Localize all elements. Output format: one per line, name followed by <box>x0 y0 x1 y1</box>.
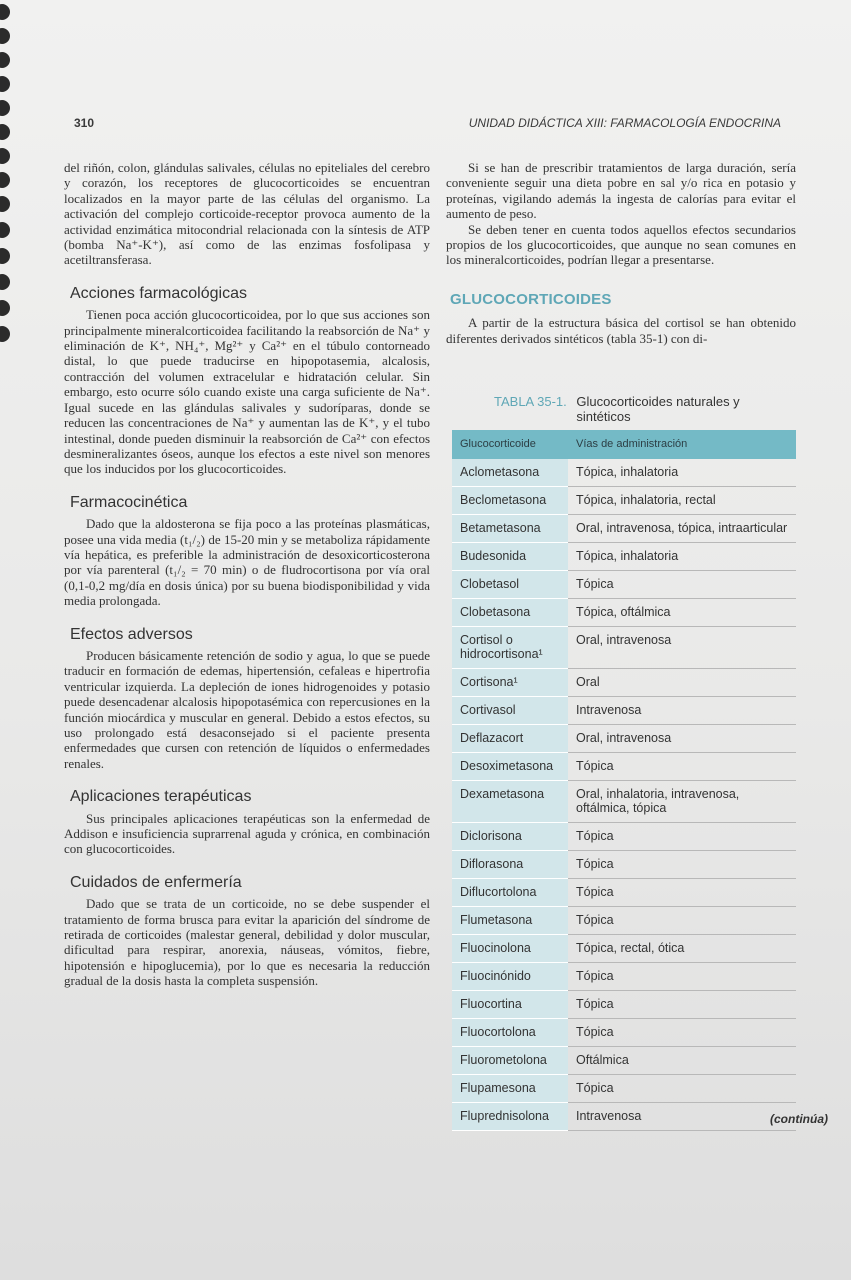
table-row <box>452 851 796 879</box>
table-row <box>452 459 796 487</box>
table-row <box>452 571 796 599</box>
table-row <box>452 907 796 935</box>
cell-glucocorticoide: Clobetasol <box>452 571 568 599</box>
table-row <box>452 725 796 753</box>
cell-vias: Tópica <box>568 1075 796 1103</box>
cell-vias: Oral, intravenosa, tópica, intraarticular <box>568 515 796 543</box>
table-row <box>452 935 796 963</box>
cell-glucocorticoide: Clobetasona <box>452 599 568 627</box>
cell-glucocorticoide: Diflucortolona <box>452 879 568 907</box>
paragraph-efectos: Producen básicamente retención de sodio y agua, lo que se puede traducir en formación de edemas, hipertensión, cefaleas e hipertrofia ventricular izquierda. La depleción de iones hidrogenoides y potasio puede desencadenar alcalosis hipopotasémica con repercusiones en la función miocárdica y muscular en general. Debido a estos efectos, su uso prolongado está desaconsejado si el paciente presenta enfermedades que cursen con retención de líquidos o enfermedades renales. <box>64 647 430 771</box>
table-row <box>452 781 796 823</box>
cell-vias: Tópica <box>568 991 796 1019</box>
table-row <box>452 627 796 669</box>
glucocorticoid-table <box>452 430 796 1131</box>
paragraph-efectos-secundarios: Se deben tener en cuenta todos aquellos efectos secundarios propios de los glucocorticoides, que aunque no sean comunes en los mineralcorticoides, podrían llegar a presentarse. <box>446 221 796 268</box>
table-row <box>452 963 796 991</box>
cell-glucocorticoide: Fluocortolona <box>452 1019 568 1047</box>
table-row <box>452 823 796 851</box>
paragraph-aplicaciones: Sus principales aplicaciones terapéuticas son la enfermedad de Addison e insuficiencia suprarrenal aguda y crónica, en combinación con glucocorticoides. <box>64 810 430 857</box>
cell-vias: Tópica, rectal, ótica <box>568 935 796 963</box>
table-row <box>452 515 796 543</box>
cell-glucocorticoide: Flumetasona <box>452 907 568 935</box>
heading-aplicaciones: Aplicaciones terapéuticas <box>70 788 252 806</box>
cell-glucocorticoide: Betametasona <box>452 515 568 543</box>
table-row <box>452 697 796 725</box>
cell-vias: Oral <box>568 669 796 697</box>
cell-vias: Intravenosa <box>568 1103 796 1131</box>
table-caption <box>494 394 794 424</box>
cell-vias: Tópica <box>568 1019 796 1047</box>
table-header-row <box>452 430 796 459</box>
cell-glucocorticoide: Diflorasona <box>452 851 568 879</box>
heading-cuidados: Cuidados de enfermería <box>70 873 242 891</box>
cell-vias: Oftálmica <box>568 1047 796 1075</box>
cell-glucocorticoide: Flupamesona <box>452 1075 568 1103</box>
cell-glucocorticoide: Diclorisona <box>452 823 568 851</box>
table-row <box>452 669 796 697</box>
cell-glucocorticoide: Budesonida <box>452 543 568 571</box>
table-row <box>452 991 796 1019</box>
cell-glucocorticoide: Beclometasona <box>452 487 568 515</box>
cell-vias: Tópica <box>568 753 796 781</box>
cell-glucocorticoide: Fluocortina <box>452 991 568 1019</box>
header-vias: Vías de administración <box>568 430 796 459</box>
unit-title: UNIDAD DIDÁCTICA XIII: FARMACOLOGÍA ENDOCRINA <box>468 116 781 130</box>
table-row <box>452 879 796 907</box>
cell-vias: Tópica, oftálmica <box>568 599 796 627</box>
table-row <box>452 753 796 781</box>
heading-efectos: Efectos adversos <box>70 625 193 643</box>
continued-note: (continúa) <box>770 1112 828 1126</box>
cell-vias: Tópica <box>568 907 796 935</box>
table-title: Glucocorticoides naturales y sintéticos <box>576 394 740 424</box>
cell-glucocorticoide: Dexametasona <box>452 781 568 823</box>
table-row <box>452 1019 796 1047</box>
cell-vias: Tópica <box>568 851 796 879</box>
spiral-binding <box>0 0 14 1280</box>
right-column <box>446 160 796 346</box>
cell-vias: Intravenosa <box>568 697 796 725</box>
page-header <box>74 114 781 134</box>
left-column <box>64 160 430 989</box>
cell-glucocorticoide: Aclometasona <box>452 459 568 487</box>
cell-vias: Tópica <box>568 571 796 599</box>
cell-glucocorticoide: Cortisona¹ <box>452 669 568 697</box>
cell-vias: Oral, inhalatoria, intravenosa, oftálmica, tópica <box>568 781 796 823</box>
table-row <box>452 543 796 571</box>
cell-glucocorticoide: Desoximetasona <box>452 753 568 781</box>
cell-glucocorticoide: Cortisol o hidrocortisona¹ <box>452 627 568 669</box>
cell-glucocorticoide: Fluocinolona <box>452 935 568 963</box>
table-row <box>452 1075 796 1103</box>
cell-glucocorticoide: Cortivasol <box>452 697 568 725</box>
cell-vias: Tópica, inhalatoria, rectal <box>568 487 796 515</box>
cell-vias: Tópica <box>568 879 796 907</box>
table-row <box>452 1047 796 1075</box>
table-row <box>452 599 796 627</box>
table-row <box>452 1103 796 1131</box>
cell-vias: Tópica <box>568 963 796 991</box>
cell-vias: Oral, intravenosa <box>568 725 796 753</box>
page-number: 310 <box>74 116 95 130</box>
cell-vias: Tópica, inhalatoria <box>568 459 796 487</box>
heading-acciones: Acciones farmacológicas <box>70 284 247 302</box>
heading-glucocorticoides: GLUCOCORTICOIDES <box>450 290 612 308</box>
table-label: TABLA 35-1. <box>494 394 567 409</box>
table-row <box>452 487 796 515</box>
header-glucocorticoide: Glucocorticoide <box>452 430 568 459</box>
cell-glucocorticoide: Fluorometolona <box>452 1047 568 1075</box>
paragraph-glucocorticoides: A partir de la estructura básica del cortisol se han obtenido diferentes derivados sintéticos (tabla 35-1) con di- <box>446 315 796 346</box>
paragraph-dieta: Si se han de prescribir tratamientos de larga duración, sería conveniente seguir una dieta pobre en sal y/o rica en potasio y proteínas, vigilando además la ingesta de calorías para evitar el aumento de peso. <box>446 160 796 222</box>
cell-glucocorticoide: Fluprednisolona <box>452 1103 568 1131</box>
cell-glucocorticoide: Deflazacort <box>452 725 568 753</box>
cell-vias: Tópica <box>568 823 796 851</box>
paragraph-acciones: Tienen poca acción glucocorticoidea, por lo que sus acciones son principalmente mineralcorticoidea facilitando la reabsorción de Na⁺ y eliminación de K⁺, NH₄⁺, Mg²⁺ y Ca²⁺ en el túbulo contorneado distal, lo que puede traducirse en hipopotasemia, alcalosis, contracción del volumen extracelular e hidratación celular. Sin embargo, esto ocurre sólo cuando existe una carga suficiente de Na⁺. Igual sucede en las glándulas salivales y sudoríparas, donde se reducen las concentraciones de Na⁺ y aumentan las de K⁺, y el tubo intestinal, donde pueden disminuir la reabsorción de Ca²⁺ con efectos desmineralizantes óseos, aunque los efectos a este nivel son menores que los inducidos por los glucocorticoides. <box>64 307 430 477</box>
heading-farmacocinetica: Farmacocinética <box>70 493 188 511</box>
cell-vias: Tópica, inhalatoria <box>568 543 796 571</box>
cell-vias: Oral, intravenosa <box>568 627 796 669</box>
paragraph-farmacocinetica: Dado que la aldosterona se fija poco a las proteínas plasmáticas, posee una vida media (t₁/₂) de 15-20 min y se metaboliza rápidamente vía hepática, es preferible la administración de desoxicorticosterona por vía parenteral (t₁/₂ = 70 min) o de fludrocortisona por vía oral (0,1-0,2 mg/día en dosis única) por su buena biodisponibilidad y vida media prolongada. <box>64 516 430 609</box>
cell-glucocorticoide: Fluocinónido <box>452 963 568 991</box>
intro-paragraph: del riñón, colon, glándulas salivales, células no epiteliales del cerebro y corazón, los receptores de glucocorticoides se encuentran localizados en la mayor parte de las células del organismo. La activación del complejo corticoide-receptor provoca aumento de la actividad enzimática mitocondrial relacionada con la síntesis de ATP (bomba Na⁺-K⁺), así como de las enzimas fosfolipasa y acetiltransferasa. <box>64 160 430 268</box>
table-body <box>452 459 796 1131</box>
paragraph-cuidados: Dado que se trata de un corticoide, no se debe suspender el tratamiento de forma brusca para evitar la aparición del síndrome de retirada de corticoides (malestar general, debilidad y dolor muscular, dificultad para respirar, anorexia, náuseas, vómitos, fiebre, hipotensión e hipoglucemia), por lo que es necesaria la reducción gradual de la dosis hasta la completa suspensión. <box>64 896 430 989</box>
